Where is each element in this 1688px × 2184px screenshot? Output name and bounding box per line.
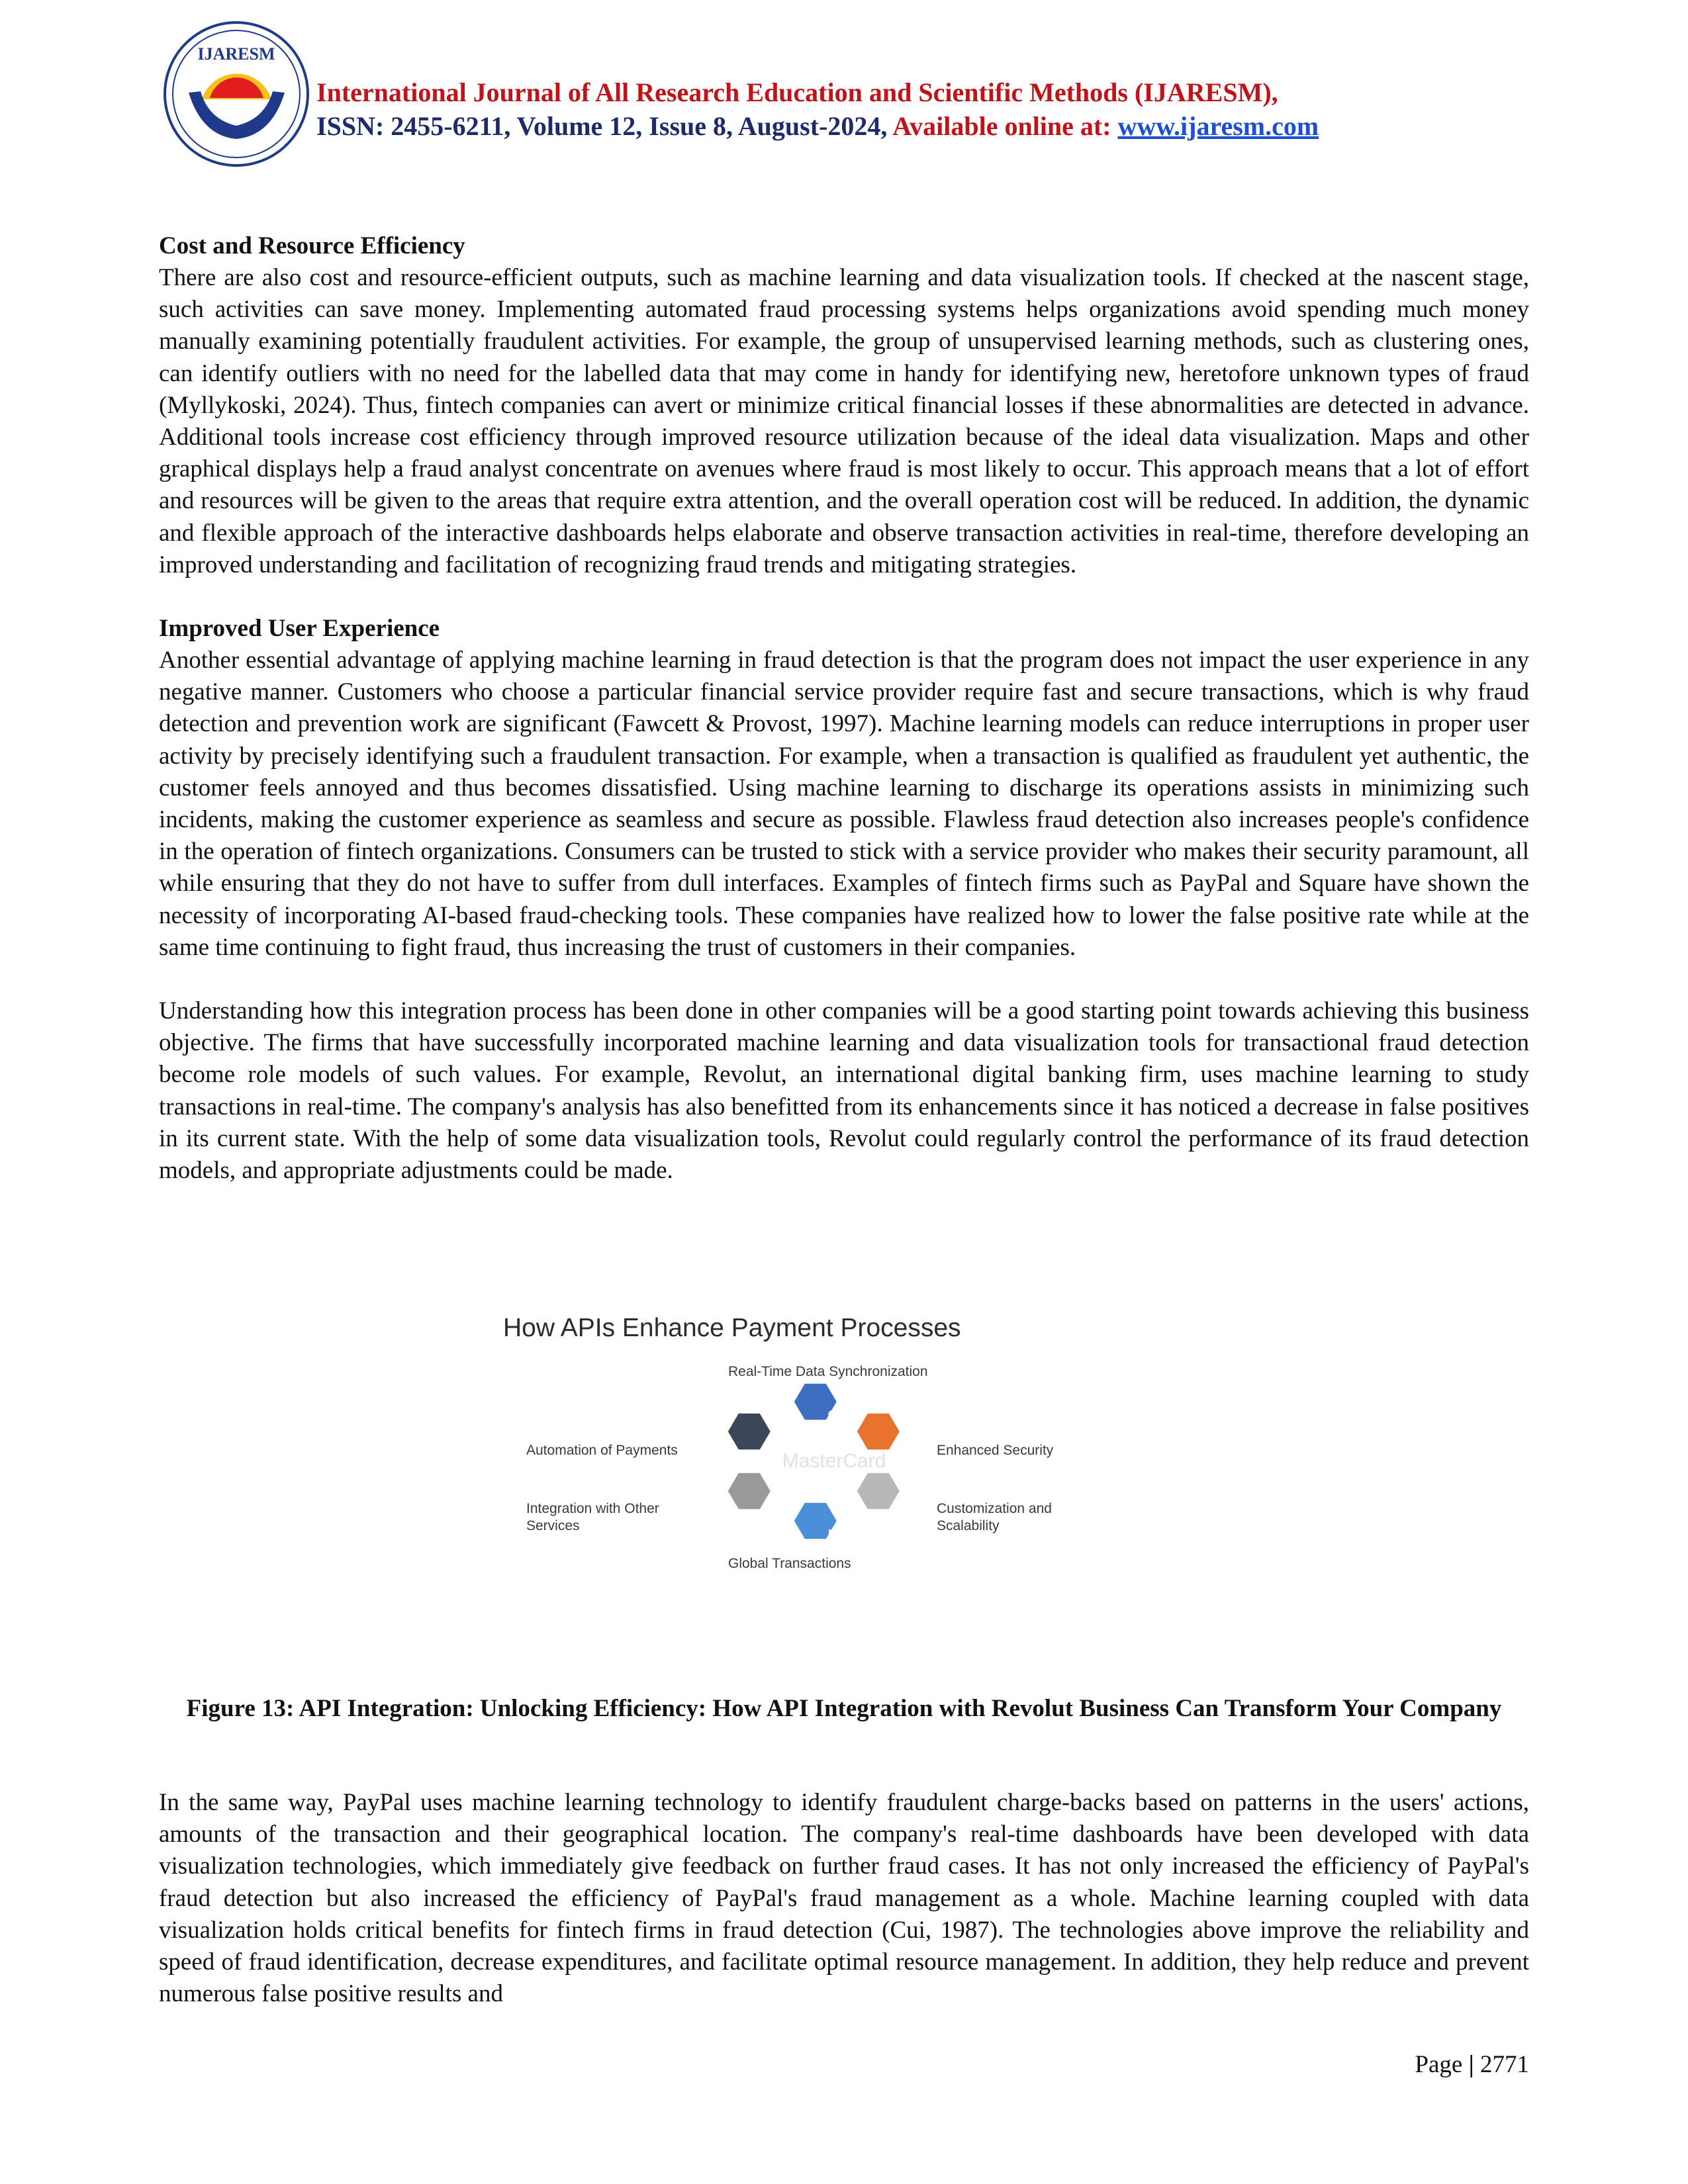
journal-url-link[interactable]: www.ijaresm.com bbox=[1117, 111, 1319, 141]
hex-num-3: 3 bbox=[891, 1436, 906, 1464]
page-number-value: 2771 bbox=[1480, 2051, 1529, 2078]
journal-logo bbox=[162, 20, 311, 169]
available-label: Available online at: bbox=[892, 111, 1111, 141]
hex-num-2: 2 bbox=[827, 1406, 841, 1433]
logo-text: IJARESM bbox=[197, 44, 275, 64]
label-global: Global Transactions bbox=[728, 1556, 851, 1571]
article-body bbox=[159, 230, 1529, 1187]
page-separator: | bbox=[1468, 2051, 1474, 2078]
section-text-user-experience: Another essential advantage of applying machine learning in fraud detection is that the program does not impact the user experience in any negative manner. Customers who choose a particular financial service provider require fast and secure transactions, which is why fraud detection and prevention work are significant (Fawcett & Provost, 1997). Machine learning models can reduce interruptions in proper user activity by precisely identifying such a fraudulent transaction. For example, when a transaction is qualified as fraudulent yet authentic, the customer feels annoyed and thus becomes dissatisfied. Using machine learning to discharge its operations assists in minimizing such incidents, making the customer experience as seamless and secure as possible. Flawless fraud detection also increases people's confidence in the operation of fintech organizations. Consumers can be trusted to stick with a service provider who makes their security paramount, all while ensuring that they do not have to suffer from dull interfaces. Examples of fintech firms such as PayPal and Square have shown the necessity of incorporating AI-based fraud-checking tools. These companies have realized how to lower the false positive rate while at the same time continuing to fight fraud, thus increasing the trust of customers in their companies. bbox=[159, 647, 1529, 961]
label-realtime-sync: Real-Time Data Synchronization bbox=[728, 1364, 928, 1379]
figure-title: How APIs Enhance Payment Processes bbox=[503, 1314, 961, 1342]
journal-header bbox=[316, 76, 1508, 144]
hex-num-4: 4 bbox=[891, 1494, 906, 1522]
figure-watermark: MasterCard bbox=[782, 1450, 886, 1472]
label-integration: Integration with Other Services bbox=[526, 1501, 659, 1533]
figure-caption: Figure 13: API Integration: Unlocking Efficiency: How API Integration with Revolut Business Can Transform Your Company bbox=[186, 1695, 1502, 1722]
issn-text: ISSN: 2455-6211, Volume 12, Issue 8, August-2024, bbox=[316, 111, 888, 141]
section-heading-user-experience: Improved User Experience bbox=[159, 615, 440, 643]
label-automation: Automation of Payments bbox=[526, 1443, 678, 1458]
hex-num-1: 1 bbox=[763, 1436, 777, 1464]
label-security: Enhanced Security bbox=[937, 1443, 1054, 1458]
journal-name: International Journal of All Research Education and Scientific Methods (IJARESM), bbox=[316, 77, 1278, 107]
api-figure bbox=[503, 1314, 1139, 1578]
section-text-cost: There are also cost and resource-efficient outputs, such as machine learning and data visualization tools. If checked at the nascent stage, such activities can save money. Implementing automated fraud processing systems helps organizations avoid spending much money manually examining potentially fraudulent activities. For example, the group of unsupervised learning methods, such as clustering ones, can identify outliers with no need for the labelled data that may come in handy for identifying new, heretofore unknown types of fraud (Myllykoski, 2024). Thus, fintech companies can avert or minimize critical financial losses if these abnormalities are detected in advance. Additional tools increase cost efficiency through improved resource utilization because of the ideal data visualization. Maps and other graphical displays help a fraud analyst concentrate on avenues where fraud is most likely to occur. This approach means that a lot of effort and resources will be given to the areas that require extra attention, and the overall operation cost will be reduced. In addition, the dynamic and flexible approach of the interactive dashboards helps elaborate and observe transaction activities in real-time, therefore developing an improved understanding and facilitation of recognizing fraud trends and mitigating strategies. bbox=[159, 264, 1529, 578]
paragraph-paypal: In the same way, PayPal uses machine learning technology to identify fraudulent charge-backs based on patterns in the users' actions, amounts of the transaction and their geographical location. The company's real-time dashboards have been developed with data visualization technologies, which immediately give feedback on further fraud cases. It has not only increased the efficiency of PayPal's fraud detection but also increased the efficiency of PayPal's fraud management as a whole. Machine learning coupled with data visualization holds critical benefits for fintech firms in fraud detection (Cui, 1987). The technologies above improve the reliability and speed of fraud identification, decrease expenditures, and facilitate optimal resource management. In addition, they help reduce and prevent numerous false positive results and bbox=[159, 1789, 1529, 2008]
page-label: Page bbox=[1415, 2051, 1463, 2078]
paragraph-revolut: Understanding how this integration process has been done in other companies will be a good starting point towards achieving this business objective. The firms that have successfully incorporated machine learning and data visualization tools for transactional fraud detection become role models of such values. For example, Revolut, an international digital banking firm, uses machine learning to study transactions in real-time. The company's analysis has also benefitted from its enhancements since it has noticed a decrease in false positives in its current state. With the help of some data visualization tools, Revolut could regularly control the performance of its fraud detection models, and appropriate adjustments could be made. bbox=[159, 997, 1529, 1185]
page-number bbox=[1415, 2050, 1529, 2079]
hex-num-5: 5 bbox=[827, 1525, 841, 1553]
article-body-continued bbox=[159, 1787, 1529, 2010]
label-customization: Customization and Scalability bbox=[937, 1501, 1052, 1533]
section-heading-cost: Cost and Resource Efficiency bbox=[159, 232, 465, 259]
issn-line bbox=[316, 109, 1508, 144]
hex-num-6: 6 bbox=[763, 1494, 777, 1522]
